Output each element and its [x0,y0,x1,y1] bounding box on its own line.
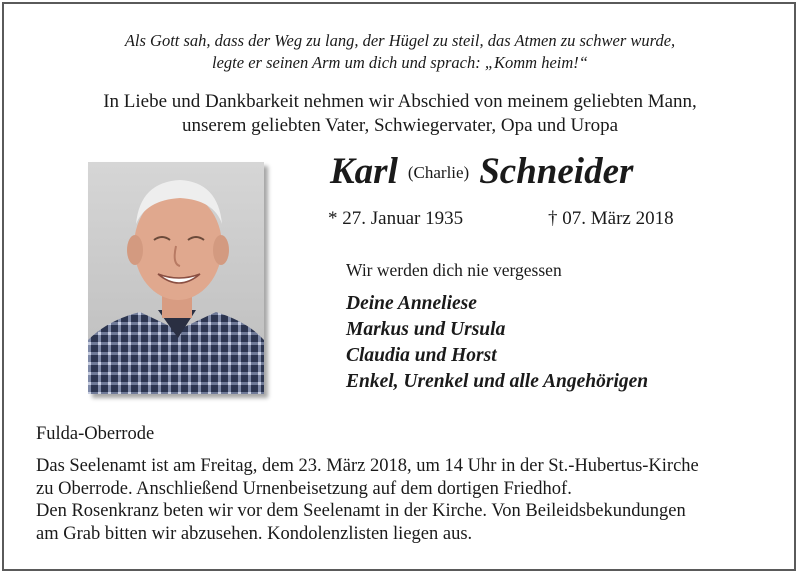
service-info [36,455,776,545]
service-line-3: Den Rosenkranz beten wir vor dem Seelenamt in der Kirche. Von Beileidsbekundungen [36,501,686,521]
tribute-line: Wir werden dich nie vergessen [346,260,562,280]
mourners-list [346,291,648,395]
mourner-entry: Enkel, Urenkel und alle Angehörigen [346,371,649,392]
mourner-entry: Claudia und Horst [346,345,497,366]
portrait-illustration [88,162,264,394]
motto-quote [0,30,800,74]
death-date: † 07. März 2018 [548,208,674,229]
portrait-photo [88,162,264,394]
deceased-name [330,150,730,193]
nickname: (Charlie) [407,163,470,182]
place-name: Fulda-Oberrode [36,424,155,444]
service-line-2: zu Oberrode. Anschließend Urnenbeisetzung auf dem dortigen Friedhof. [36,478,572,499]
intro-line-1: In Liebe und Dankbarkeit nehmen wir Abschied von meinem geliebten Mann, [103,91,697,112]
mourner-entry: Markus und Ursula [346,319,506,340]
motto-line-1: Als Gott sah, dass der Weg zu lang, der Hügel zu steil, das Atmen zu schwer wurde, [124,31,676,50]
motto-line-2: legte er seinen Arm um dich und sprach: „Komm heim!“ [212,53,588,72]
mourner-entry: Deine Anneliese [346,293,477,314]
service-line-4: am Grab bitten wir abzusehen. Kondolenzlisten liegen aus. [36,523,473,544]
birth-date: * 27. Januar 1935 [328,208,464,229]
service-line-1: Das Seelenamt ist am Freitag, dem 23. März 2018, um 14 Uhr in der St.-Hubertus-Kirche [36,456,699,476]
intro-text [0,90,800,138]
last-name: Schneider [479,151,634,192]
first-name: Karl [330,151,398,192]
intro-line-2: unserem geliebten Vater, Schwiegervater, Opa und Uropa [181,115,619,136]
